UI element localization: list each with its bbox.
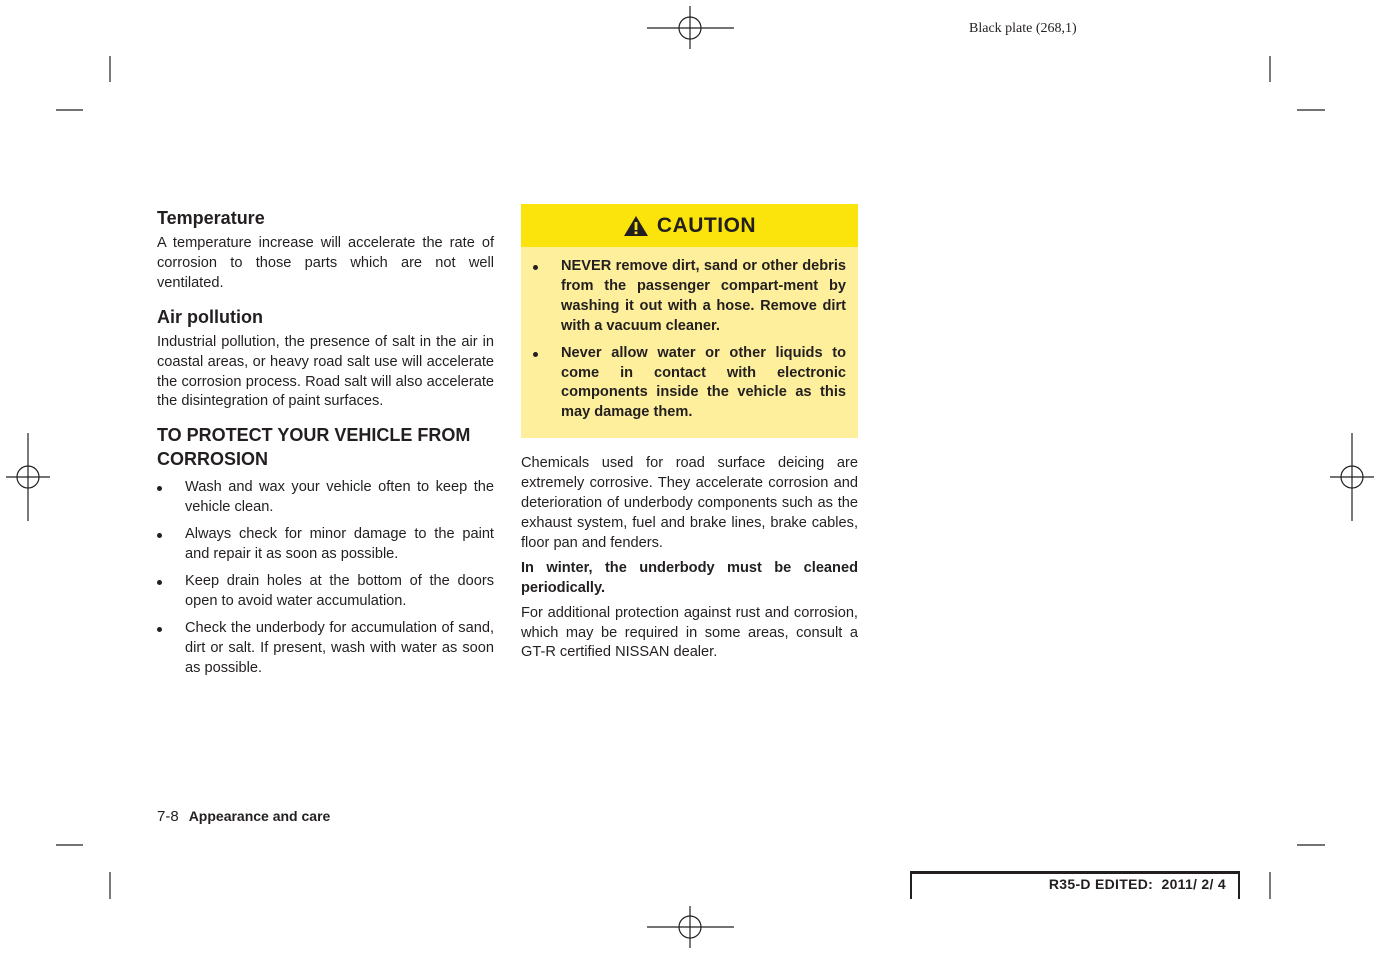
protect-heading: TO PROTECT YOUR VEHICLE FROM CORROSION [157, 425, 471, 470]
protect-list [157, 478, 494, 678]
left-column [157, 206, 494, 686]
caution-header [521, 204, 858, 247]
bullet-icon [157, 580, 162, 585]
dealer-text: For additional protection against rust and corrosion, which may be required in some areas, consult a GT-R certified NISSAN dealer. [521, 604, 858, 661]
list-item: Keep drain holes at the bottom of the doors open to avoid water accumulation. [157, 572, 494, 612]
list-item: Always check for minor damage to the paint and repair it as soon as possible. [157, 525, 494, 565]
temperature-text: A temperature increase will accelerate the rate of corrosion to those parts which are not well ventilated. [157, 235, 494, 291]
caution-box [521, 204, 858, 438]
bullet-icon [533, 352, 538, 357]
list-item: Never allow water or other liquids to come in contact with electronic components inside the vehicle as this may damage them. [533, 344, 846, 424]
air-pollution-text: Industrial pollution, the presence of salt in the air in coastal areas, or heavy road salt use will accelerate the corrosion process. Road salt will also accelerate the disintegration of paint surfaces. [157, 333, 494, 410]
edited-stamp: R35-D EDITED: 2011/ 2/ 4 [1048, 876, 1226, 892]
winter-note: In winter, the underbody must be cleaned periodically. [521, 559, 858, 596]
section-title: Appearance and care [188, 808, 331, 824]
caution-title: CAUTION [656, 213, 757, 237]
middle-column [521, 204, 858, 663]
air-pollution-heading: Air pollution [157, 306, 263, 327]
bullet-icon [157, 486, 162, 491]
edited-box [910, 871, 1240, 899]
caution-body [521, 247, 858, 438]
bullet-icon [157, 627, 162, 632]
list-item: NEVER remove dirt, sand or other debris from the passenger compart-ment by washing it out with a hose. Remove dirt with a vacuum cleaner. [533, 257, 846, 337]
page-number: 7-8 [157, 808, 179, 825]
plate-label: Black plate (268,1) [969, 21, 1077, 36]
list-item: Wash and wax your vehicle often to keep the vehicle clean. [157, 478, 494, 518]
bullet-icon [157, 533, 162, 538]
deicing-text: Chemicals used for road surface deicing are extremely corrosive. They accelerate corrosion and deterioration of underbody components such as the exhaust system, fuel and brake lines, brake cables, floor pan and fenders. [521, 455, 858, 551]
list-item: Check the underbody for accumulation of sand, dirt or salt. If present, wash with water as soon as possible. [157, 619, 494, 679]
bullet-icon [533, 265, 538, 270]
page-footer [157, 808, 330, 825]
warning-triangle-icon [623, 215, 649, 237]
temperature-heading: Temperature [157, 208, 265, 228]
